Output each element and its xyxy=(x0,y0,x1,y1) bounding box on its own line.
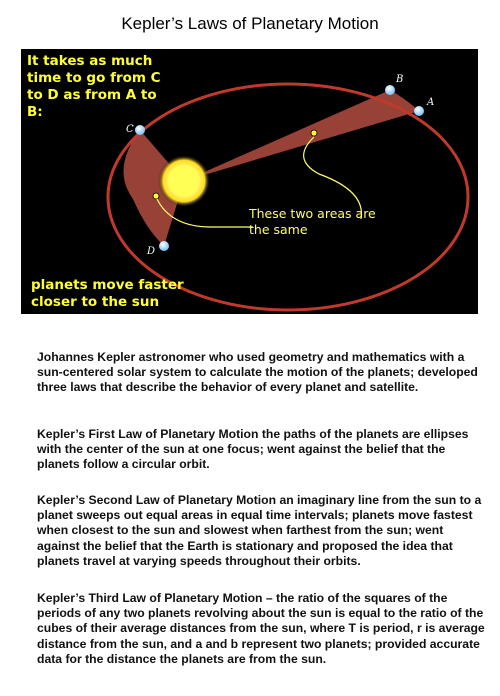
sun xyxy=(168,165,200,197)
planet-a xyxy=(414,106,424,116)
caption-equal-time: It takes as much time to go from C to D as from A to B: xyxy=(27,53,161,120)
area-marker-far xyxy=(311,130,317,136)
paragraph-second-law: Kepler’s Second Law of Planetary Motion an imaginary line from the sun to a planet sweeps out equal areas in equal time intervals; planets move fastest when closest to the sun and slowest when farthest from the sun; went against the belief that the Earth is stationary and proposed the idea that planets travel at varying speeds throughout their orbits. xyxy=(37,493,482,568)
caption-equal-areas: These two areas are the same xyxy=(249,206,376,237)
paragraph-kepler-intro: Johannes Kepler astronomer who used geometry and mathematics with a sun-centered solar system to calculate the motion of the planets; developed three laws that describe the behavior of every planet and satellite. xyxy=(37,350,478,395)
paragraph-third-law: Kepler’s Third Law of Planetary Motion – the ratio of the squares of the periods of any two planets revolving about the sun is equal to the ratio of the cubes of their average distances from the sun, where T is period, r is average distance from the sun, and a and b represent two planets; provided accurate data for the distance the planets are from the sun. xyxy=(37,591,485,666)
area-marker-near xyxy=(153,193,159,199)
planet-c xyxy=(135,125,145,135)
planet-b xyxy=(385,85,395,95)
label-b: B xyxy=(396,74,404,85)
planet-d xyxy=(159,241,169,251)
caption-faster-near-sun: planets move faster closer to the sun xyxy=(31,277,184,310)
paragraph-first-law: Kepler’s First Law of Planetary Motion the paths of the planets are ellipses with the center of the sun at one focus; went against the belief that the planets follow a circular orbit. xyxy=(37,427,469,472)
label-c: C xyxy=(126,124,134,135)
page-title: Kepler’s Laws of Planetary Motion xyxy=(121,14,379,33)
label-a: A xyxy=(427,97,435,108)
label-d: D xyxy=(147,246,156,257)
kepler-diagram xyxy=(21,49,478,314)
sector-far-from-sun xyxy=(184,90,419,181)
